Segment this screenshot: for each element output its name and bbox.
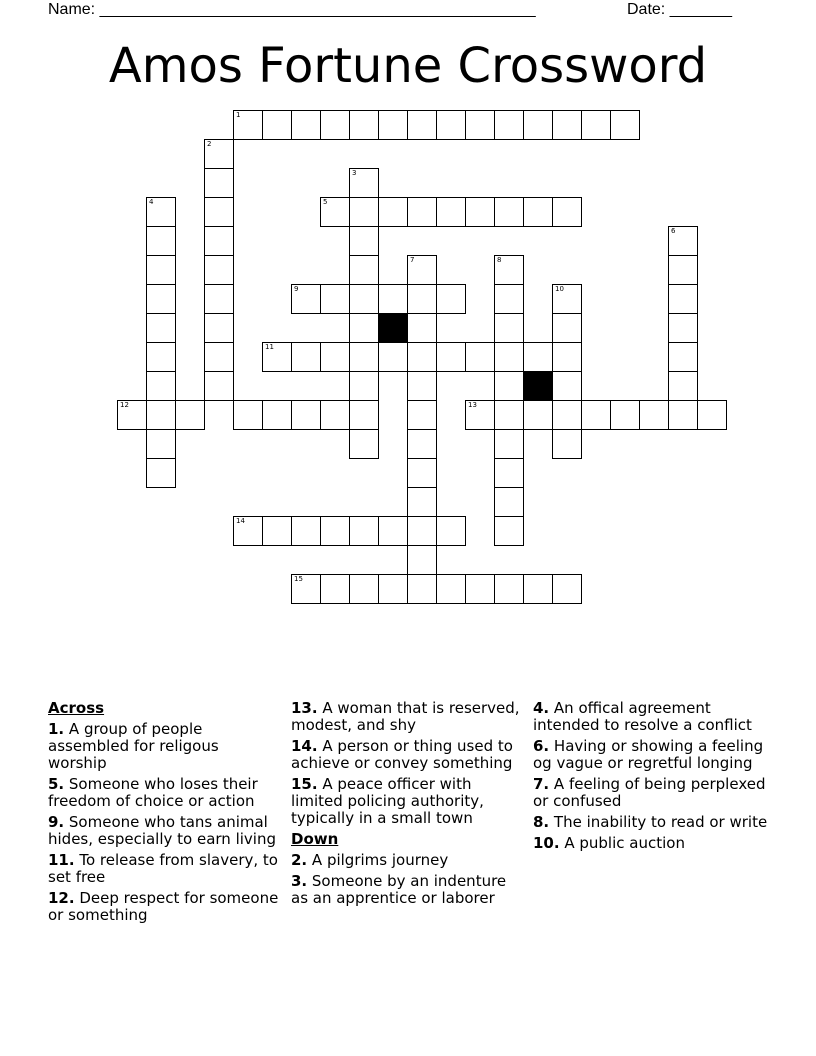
clue-across-9 — [48, 814, 280, 848]
crossword-cell[interactable] — [407, 342, 437, 372]
name-label: Name: — [48, 1, 100, 18]
crossword-cell[interactable] — [349, 342, 379, 372]
crossword-cell[interactable] — [436, 284, 466, 314]
clue-number: 1. — [48, 720, 65, 738]
clue-number: 7. — [533, 775, 550, 793]
crossword-cell[interactable] — [378, 574, 408, 604]
crossword-cell[interactable] — [291, 342, 321, 372]
crossword-cell[interactable] — [291, 400, 321, 430]
crossword-cell[interactable] — [407, 255, 437, 285]
crossword-cell[interactable] — [320, 197, 350, 227]
crossword-cell[interactable] — [552, 197, 582, 227]
black-cell — [378, 313, 408, 343]
cell-number: 12 — [120, 401, 129, 409]
cell-number: 10 — [555, 285, 564, 293]
cell-number: 9 — [294, 285, 299, 293]
crossword-cell[interactable] — [552, 313, 582, 343]
crossword-cell[interactable] — [204, 313, 234, 343]
clue-across-13 — [291, 700, 523, 734]
crossword-cell[interactable] — [146, 400, 176, 430]
crossword-cell[interactable] — [494, 487, 524, 517]
cell-number: 5 — [323, 198, 328, 206]
clue-across-12 — [48, 890, 280, 924]
clue-text: The inability to read or write — [549, 813, 768, 831]
clue-number: 6. — [533, 737, 550, 755]
crossword-cell[interactable] — [349, 400, 379, 430]
crossword-cell[interactable] — [146, 226, 176, 256]
cell-number: 15 — [294, 575, 303, 583]
crossword-cell[interactable] — [465, 574, 495, 604]
clues-column-2 — [291, 700, 523, 911]
crossword-cell[interactable] — [581, 400, 611, 430]
clue-number: 13. — [291, 699, 318, 717]
crossword-cell[interactable] — [233, 516, 263, 546]
crossword-cell[interactable] — [349, 255, 379, 285]
cell-number: 4 — [149, 198, 154, 206]
crossword-cell[interactable] — [291, 284, 321, 314]
date-line[interactable]: _______ — [669, 1, 732, 18]
down-heading: Down — [291, 830, 339, 848]
crossword-cell[interactable] — [146, 429, 176, 459]
crossword-cell[interactable] — [697, 400, 727, 430]
clue-down-4 — [533, 700, 773, 734]
date-label: Date: — [627, 1, 670, 18]
crossword-cell[interactable] — [465, 110, 495, 140]
crossword-cell[interactable] — [668, 226, 698, 256]
crossword-cell[interactable] — [349, 516, 379, 546]
crossword-cell[interactable] — [378, 110, 408, 140]
crossword-cell[interactable] — [668, 313, 698, 343]
clue-across-14 — [291, 738, 523, 772]
crossword-cell[interactable] — [349, 284, 379, 314]
crossword-cell[interactable] — [494, 313, 524, 343]
crossword-cell[interactable] — [494, 342, 524, 372]
crossword-cell[interactable] — [204, 226, 234, 256]
crossword-cell[interactable] — [407, 371, 437, 401]
crossword-cell[interactable] — [523, 197, 553, 227]
crossword-cell[interactable] — [552, 284, 582, 314]
clue-text: A person or thing used to achieve or convey something — [291, 737, 513, 772]
clue-down-10 — [533, 835, 773, 852]
crossword-cell[interactable] — [523, 342, 553, 372]
crossword-cell[interactable] — [407, 545, 437, 575]
crossword-cell[interactable] — [494, 197, 524, 227]
crossword-cell[interactable] — [407, 458, 437, 488]
crossword-cell[interactable] — [204, 342, 234, 372]
crossword-cell[interactable] — [320, 110, 350, 140]
crossword-cell[interactable] — [117, 400, 147, 430]
crossword-cell[interactable] — [378, 197, 408, 227]
crossword-cell[interactable] — [291, 516, 321, 546]
name-line[interactable]: _________________________________________________ — [99, 1, 536, 18]
clue-text: A feeling of being perplexed or confused — [533, 775, 766, 810]
crossword-cell[interactable] — [349, 168, 379, 198]
clue-across-5 — [48, 776, 280, 810]
clue-down-8 — [533, 814, 773, 831]
clue-across-15 — [291, 776, 523, 827]
crossword-cell[interactable] — [233, 400, 263, 430]
crossword-cell[interactable] — [552, 110, 582, 140]
crossword-cell[interactable] — [349, 313, 379, 343]
crossword-cell[interactable] — [146, 313, 176, 343]
clue-number: 4. — [533, 699, 550, 717]
clue-number: 3. — [291, 872, 308, 890]
crossword-cell[interactable] — [407, 429, 437, 459]
crossword-cell[interactable] — [581, 110, 611, 140]
crossword-cell[interactable] — [320, 400, 350, 430]
crossword-cell[interactable] — [552, 400, 582, 430]
clue-number: 8. — [533, 813, 550, 831]
crossword-cell[interactable] — [668, 342, 698, 372]
crossword-cell[interactable] — [639, 400, 669, 430]
crossword-cell[interactable] — [668, 371, 698, 401]
crossword-cell[interactable] — [175, 400, 205, 430]
crossword-cell[interactable] — [320, 574, 350, 604]
crossword-cell[interactable] — [407, 313, 437, 343]
crossword-cell[interactable] — [523, 110, 553, 140]
crossword-cell[interactable] — [436, 574, 466, 604]
crossword-cell[interactable] — [668, 400, 698, 430]
crossword-cell[interactable] — [204, 168, 234, 198]
crossword-cell[interactable] — [291, 110, 321, 140]
crossword-cell[interactable] — [349, 226, 379, 256]
crossword-cell[interactable] — [494, 371, 524, 401]
crossword-cell[interactable] — [378, 516, 408, 546]
clue-text: A pilgrims journey — [307, 851, 449, 869]
crossword-cell[interactable] — [349, 197, 379, 227]
crossword-cell[interactable] — [436, 342, 466, 372]
clue-text: A peace officer with limited policing authority, typically in a small town — [291, 775, 484, 827]
crossword-cell[interactable] — [407, 284, 437, 314]
crossword-cell[interactable] — [436, 197, 466, 227]
clue-down-3 — [291, 873, 523, 907]
crossword-cell[interactable] — [204, 139, 234, 169]
page-title: Amos Fortune Crossword — [108, 38, 708, 94]
crossword-cell[interactable] — [349, 574, 379, 604]
crossword-cell[interactable] — [552, 371, 582, 401]
crossword-cell[interactable] — [494, 516, 524, 546]
crossword-cell[interactable] — [204, 197, 234, 227]
crossword-cell[interactable] — [668, 284, 698, 314]
crossword-cell[interactable] — [494, 110, 524, 140]
cell-number: 7 — [410, 256, 415, 264]
crossword-cell[interactable] — [146, 458, 176, 488]
clue-number: 2. — [291, 851, 308, 869]
date-field[interactable] — [627, 0, 732, 20]
crossword-cell[interactable] — [436, 516, 466, 546]
cell-number: 8 — [497, 256, 502, 264]
crossword-cell[interactable] — [146, 284, 176, 314]
crossword-cell[interactable] — [494, 574, 524, 604]
clue-text: Deep respect for someone or something — [48, 889, 279, 924]
clue-text: Someone by an indenture as an apprentice or laborer — [291, 872, 507, 907]
clue-number: 11. — [48, 851, 75, 869]
clue-text: A group of people assembled for religous worship — [48, 720, 219, 772]
crossword-cell[interactable] — [552, 574, 582, 604]
clue-text: Someone who loses their freedom of choice or action — [48, 775, 258, 810]
clue-down-7 — [533, 776, 773, 810]
crossword-cell[interactable] — [494, 400, 524, 430]
crossword-cell[interactable] — [407, 487, 437, 517]
clue-across-11 — [48, 852, 280, 886]
clue-down-6 — [533, 738, 773, 772]
clue-number: 12. — [48, 889, 75, 907]
crossword-cell[interactable] — [465, 400, 495, 430]
crossword-cell[interactable] — [407, 110, 437, 140]
crossword-cell[interactable] — [262, 110, 292, 140]
crossword-cell[interactable] — [320, 516, 350, 546]
clue-number: 9. — [48, 813, 65, 831]
crossword-cell[interactable] — [610, 400, 640, 430]
crossword-cell[interactable] — [378, 342, 408, 372]
crossword-cell[interactable] — [349, 110, 379, 140]
clues-column-3 — [533, 700, 773, 856]
crossword-cell[interactable] — [291, 574, 321, 604]
cell-number: 3 — [352, 169, 357, 177]
crossword-cell[interactable] — [204, 255, 234, 285]
crossword-cell[interactable] — [407, 400, 437, 430]
crossword-cell[interactable] — [349, 371, 379, 401]
cell-number: 14 — [236, 517, 245, 525]
crossword-cell[interactable] — [407, 197, 437, 227]
crossword-cell[interactable] — [494, 255, 524, 285]
crossword-cell[interactable] — [407, 574, 437, 604]
cell-number: 2 — [207, 140, 212, 148]
crossword-cell[interactable] — [262, 516, 292, 546]
crossword-cell[interactable] — [233, 110, 263, 140]
across-heading: Across — [48, 699, 105, 717]
crossword-cell[interactable] — [378, 284, 408, 314]
crossword-cell[interactable] — [610, 110, 640, 140]
name-field[interactable] — [48, 0, 536, 20]
crossword-cell[interactable] — [204, 371, 234, 401]
black-cell — [523, 371, 553, 401]
crossword-cell[interactable] — [407, 516, 437, 546]
crossword-cell[interactable] — [494, 284, 524, 314]
crossword-cell[interactable] — [320, 284, 350, 314]
crossword-cell[interactable] — [204, 284, 234, 314]
clues-column-1 — [48, 700, 280, 928]
cell-number: 1 — [236, 111, 241, 119]
clue-number: 10. — [533, 834, 560, 852]
clue-number: 5. — [48, 775, 65, 793]
crossword-cell[interactable] — [146, 371, 176, 401]
clue-text: To release from slavery, to set free — [48, 851, 278, 886]
clue-number: 15. — [291, 775, 318, 793]
crossword-cell[interactable] — [436, 110, 466, 140]
cell-number: 11 — [265, 343, 274, 351]
crossword-cell[interactable] — [523, 400, 553, 430]
crossword-cell[interactable] — [146, 255, 176, 285]
clue-number: 14. — [291, 737, 318, 755]
clue-across-1 — [48, 721, 280, 772]
crossword-cell[interactable] — [262, 342, 292, 372]
crossword-cell[interactable] — [552, 429, 582, 459]
clue-text: Someone who tans animal hides, especially to earn living — [48, 813, 276, 848]
crossword-cell[interactable] — [494, 458, 524, 488]
clue-text: A public auction — [559, 834, 685, 852]
crossword-cell[interactable] — [523, 574, 553, 604]
crossword-cell[interactable] — [320, 342, 350, 372]
cell-number: 6 — [671, 227, 676, 235]
clue-down-2 — [291, 852, 523, 869]
crossword-cell[interactable] — [262, 400, 292, 430]
crossword-cell[interactable] — [494, 429, 524, 459]
cell-number: 13 — [468, 401, 477, 409]
crossword-cell[interactable] — [146, 197, 176, 227]
crossword-cell[interactable] — [465, 342, 495, 372]
crossword-cell[interactable] — [349, 429, 379, 459]
crossword-cell[interactable] — [552, 342, 582, 372]
crossword-cell[interactable] — [146, 342, 176, 372]
crossword-cell[interactable] — [668, 255, 698, 285]
clue-text: An offical agreement intended to resolve a conflict — [533, 699, 752, 734]
clue-text: Having or showing a feeling og vague or regretful longing — [533, 737, 764, 772]
clue-text: A woman that is reserved, modest, and shy — [291, 699, 520, 734]
crossword-cell[interactable] — [465, 197, 495, 227]
